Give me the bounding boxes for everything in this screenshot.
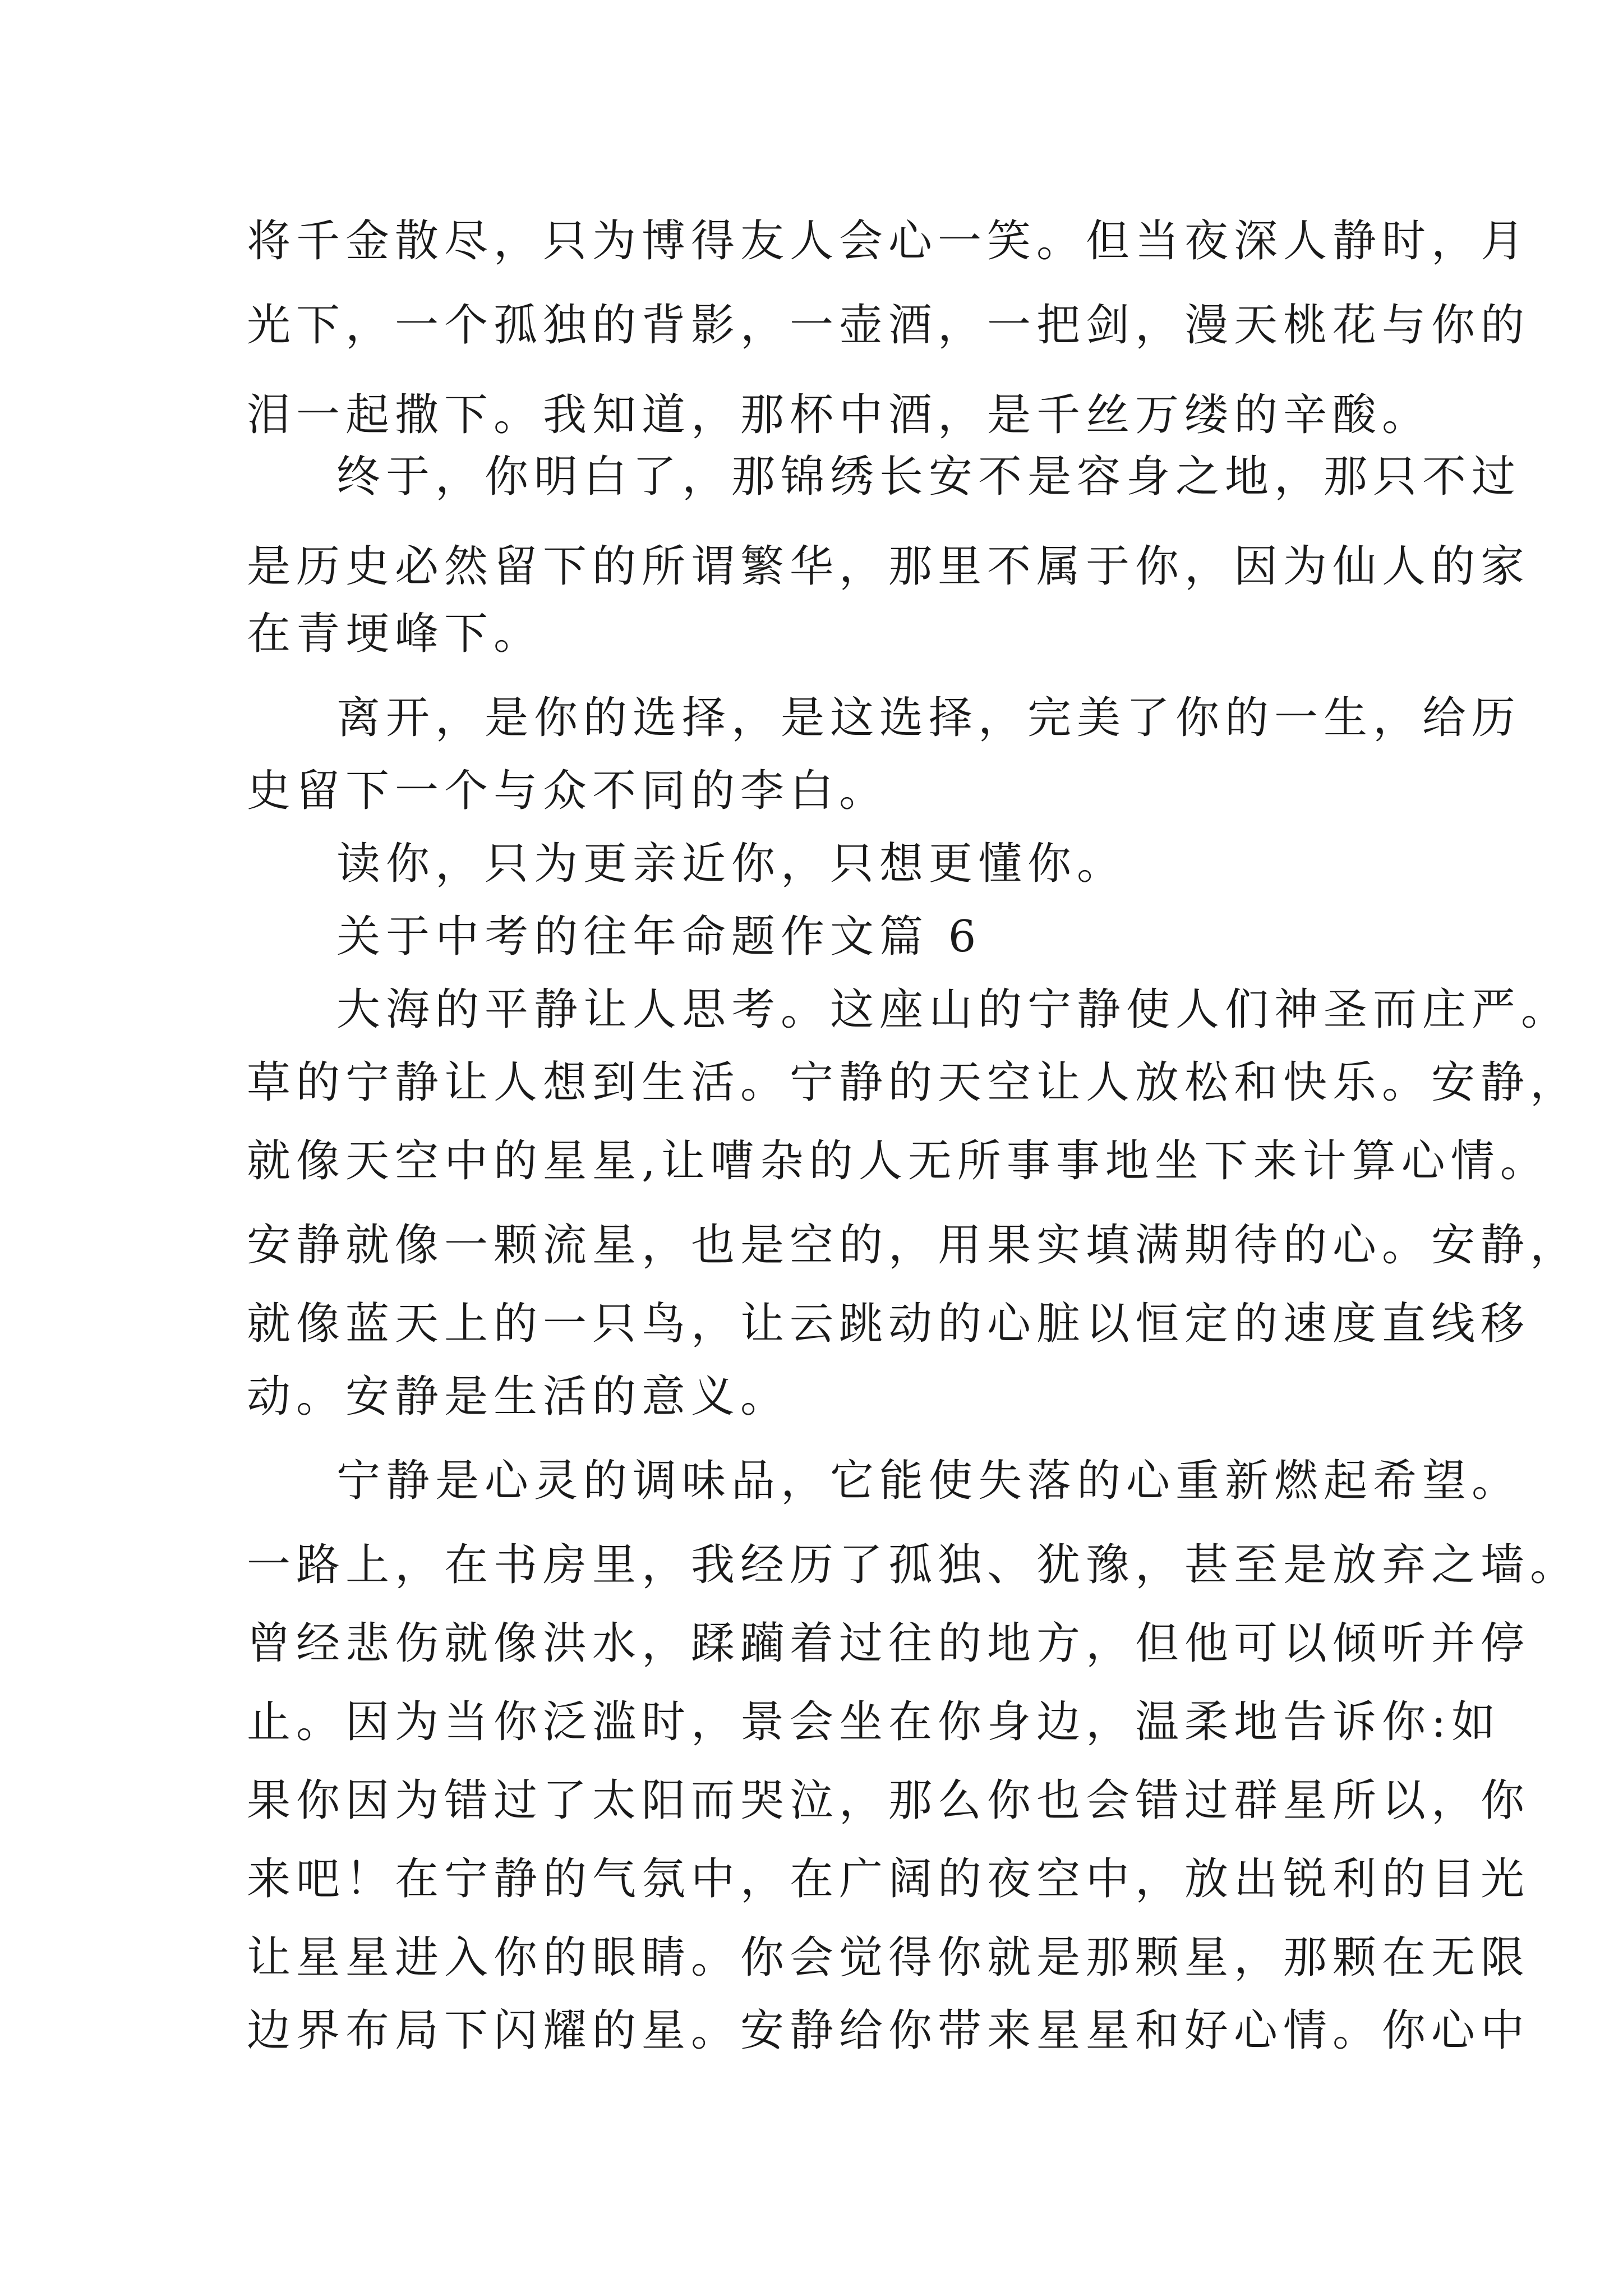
text-line-12: 草的宁静让人想到生活。宁静的天空让人放松和快乐。安静， [247,1057,1580,1108]
text-line-11: 大海的平静让人思考。这座山的宁静使人们神圣而庄严。 [336,984,1571,1035]
text-line-4: 终于，你明白了，那锦绣长安不是容身之地，那只不过 [336,452,1521,502]
text-line-21: 果你因为错过了太阳而哭泣，那么你也会错过群星所以，你 [247,1775,1530,1826]
text-line-23: 让星星进入你的眼睛。你会觉得你就是那颗星，那颗在无限 [247,1932,1530,1983]
text-line-5: 是历史必然留下的所谓繁华，那里不属于你，因为仙人的家 [247,541,1530,592]
text-line-16: 动。安静是生活的意义。 [247,1372,790,1422]
text-line-6: 在青埂峰下。 [247,609,543,659]
text-line-3: 泪一起撒下。我知道，那杯中酒，是千丝万缕的辛酸。 [247,390,1432,440]
text-line-22: 来吧！在宁静的气氛中，在广阔的夜空中，放出锐利的目光 [247,1854,1530,1904]
text-line-14: 安静就像一颗流星，也是空的，用果实填满期待的心。安静， [247,1220,1580,1271]
text-line-24: 边界布局下闪耀的星。安静给你带来星星和好心情。你心中 [247,2005,1530,2056]
text-line-2: 光下，一个孤独的背影，一壶酒，一把剑，漫天桃花与你的 [247,300,1530,351]
text-line-9: 读你，只为更亲近你，只想更懂你。 [336,839,1127,889]
text-line-15: 就像蓝天上的一只鸟，让云跳动的心脏以恒定的速度直线移 [247,1299,1530,1349]
text-line-20: 止。因为当你泛滥时，景会坐在你身边，温柔地告诉你:如 [247,1697,1501,1747]
text-line-19: 曾经悲伤就像洪水，蹂躏着过往的地方，但他可以倾听并停 [247,1618,1530,1669]
section-heading: 关于中考的往年命题作文篇 6 [336,912,982,962]
text-line-17: 宁静是心灵的调味品，它能使失落的心重新燃起希望。 [336,1456,1521,1506]
text-line-18: 一路上，在书房里，我经历了孤独、犹豫，甚至是放弃之墙。 [247,1540,1580,1590]
text-line-1: 将千金散尽，只为博得友人会心一笑。但当夜深人静时，月 [247,216,1530,266]
text-line-8: 史留下一个与众不同的李白。 [247,766,889,816]
text-line-13: 就像天空中的星星,让嘈杂的人无所事事地坐下来计算心情。 [247,1136,1550,1186]
text-line-7: 离开，是你的选择，是这选择，完美了你的一生，给历 [336,693,1521,743]
